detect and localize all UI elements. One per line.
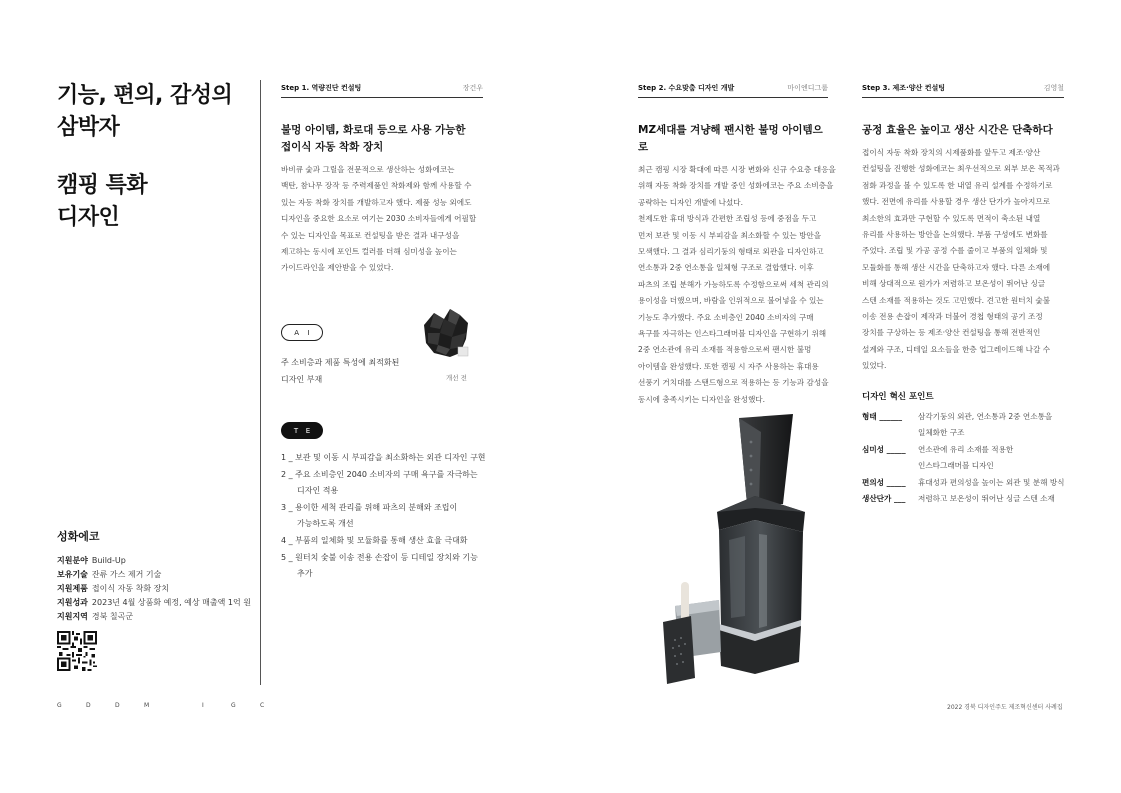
step1-body-line: 디자인을 중요한 요소로 여기는 2030 소비자들에게 어필할 bbox=[281, 214, 477, 224]
te-list-item: 4 _ 부품의 일체화 및 모듈화를 통해 생산 효율 극대화 bbox=[281, 535, 468, 545]
step3-consultant: 김영철 bbox=[1043, 84, 1064, 92]
step3-body-line: 이송 전용 손잡이 제작과 더불어 경첩 형태의 공기 조정 bbox=[862, 312, 1043, 322]
te-list-item: 1 _ 보관 및 이동 시 부피감을 최소화하는 외관 디자인 구현 bbox=[281, 453, 486, 462]
footer-letter: D bbox=[86, 702, 91, 709]
step2-body bbox=[638, 162, 836, 408]
step1-body-line: 제고하는 동시에 포인트 컬러를 더해 심미성을 높이는 bbox=[281, 247, 457, 257]
step1-body-line: 수 있는 디자인을 목표로 컨설팅을 받은 결과 내구성을 bbox=[281, 230, 460, 240]
te-pill: T E bbox=[281, 422, 323, 439]
design-point-key bbox=[862, 425, 918, 441]
step2-body-line: 최근 캠핑 시장 확대에 따른 시장 변화와 신규 수요층 대응을 bbox=[638, 165, 836, 174]
step3-body-line: 모듈화를 통해 생산 시간을 단축하고자 했다. 다른 소재에 bbox=[862, 262, 1051, 272]
charcoal-product-image bbox=[420, 303, 472, 363]
step1-column bbox=[281, 83, 483, 277]
company-info-row bbox=[57, 610, 257, 624]
ignition-device-image bbox=[655, 412, 815, 692]
company-info-row bbox=[57, 554, 257, 568]
step3-body-line: 비해 상대적으로 원가가 저렴하고 보온성이 뛰어난 싱글 bbox=[862, 279, 1046, 289]
step1-body-line: 바비큐 숯과 그릴을 전문적으로 생산하는 성화에코는 bbox=[281, 165, 455, 174]
company-info-key: 지원제품 bbox=[57, 584, 88, 593]
step1-body-line: 가이드라인을 제안받을 수 있었다. bbox=[281, 263, 394, 273]
step2-body-line: 2중 연소관에 유리 소재를 적용함으로써 팬시한 불멍 bbox=[638, 345, 812, 355]
design-point-key: 형태 ______ bbox=[862, 412, 903, 421]
design-point-row bbox=[862, 425, 1065, 441]
step1-body bbox=[281, 162, 483, 277]
step2-body-line: 아이템을 완성했다. 또한 캠핑 시 자주 사용하는 휴대용 bbox=[638, 361, 819, 371]
step2-body-line: 위해 자동 착화 장치를 개발 중인 성화에코는 주요 소비층을 bbox=[638, 181, 834, 191]
company-info-row bbox=[57, 582, 257, 596]
title-line-3: 캠핑 특화 bbox=[57, 173, 148, 198]
step2-body-line: 기능도 추가했다. 주요 소비층인 2040 소비자의 구매 bbox=[638, 312, 814, 322]
step3-body-line: 최소한의 효과만 구현할 수 있도록 면적이 축소된 내열 bbox=[862, 213, 1041, 223]
step3-body-line: 했다. 전면에 유리를 사용할 경우 생산 단가가 높아지므로 bbox=[862, 197, 1051, 207]
step3-body-line: 점화 과정을 볼 수 있도록 한 내열 유리 설계를 수정하기로 bbox=[862, 180, 1053, 190]
step1-label: Step 1. 역량진단 컨설팅 bbox=[281, 84, 362, 92]
design-point-value: 인스타그래머블 디자인 bbox=[918, 461, 994, 471]
step1-body-line: 백탄, 참나무 장작 등 주력제품인 착화제와 함께 사용할 수 bbox=[281, 181, 472, 191]
design-point-row bbox=[862, 491, 1065, 507]
title-line-2: 삼박자 bbox=[57, 115, 120, 140]
before-caption: 개선 전 bbox=[446, 374, 467, 382]
step3-body-line: 접이식 자동 착화 장치의 시제품화를 앞두고 제조·양산 bbox=[862, 148, 1041, 157]
qr-code-icon[interactable] bbox=[57, 631, 97, 671]
ai-text: 주 소비층과 제품 특성에 최적화된 디자인 부재 bbox=[281, 358, 400, 384]
footer-letters bbox=[57, 702, 289, 709]
step2-consultant: 마이엔디그룹 bbox=[787, 84, 828, 92]
step3-body-line: 주었다. 조립 및 가공 공정 수를 줄이고 부품의 일체화 및 bbox=[862, 246, 1048, 256]
footer-letter: M bbox=[144, 702, 150, 709]
company-info bbox=[57, 528, 257, 624]
te-list bbox=[281, 450, 486, 583]
step3-label: Step 3. 제조·양산 컨설팅 bbox=[862, 84, 945, 92]
step2-body-line: 선풍기 거치대를 스탠드형으로 적용하는 등 기능과 감성을 bbox=[638, 378, 829, 388]
company-info-value: 경북 칠곡군 bbox=[91, 612, 134, 621]
step3-body-line: 컨설팅을 진행한 성화에코는 최우선적으로 외부 보온 목적과 bbox=[862, 164, 1060, 174]
footer-letter: D bbox=[115, 702, 120, 709]
step2-body-line: 천제도한 휴대 방식과 간편한 조립성 등에 중점을 두고 bbox=[638, 214, 817, 224]
step3-title: 공정 효율은 높이고 생산 시간은 단축하다 bbox=[862, 124, 1053, 136]
step3-column bbox=[862, 83, 1064, 375]
design-point-row bbox=[862, 458, 1065, 474]
step2-title: MZ세대를 겨냥해 팬시한 불멍 아이템으로 bbox=[638, 124, 823, 153]
company-info-row bbox=[57, 596, 257, 610]
step3-body-line: 설계와 구조, 디테일 요소들을 한층 업그레이드해 나갈 수 bbox=[862, 344, 1051, 354]
step3-body-line: 장치를 구상하는 등 제조·양산 컨설팅을 통해 전반적인 bbox=[862, 328, 1041, 338]
step1-consultant: 장건우 bbox=[462, 84, 483, 92]
step2-header bbox=[638, 83, 828, 98]
company-info-value: 잔류 가스 제거 기술 bbox=[91, 570, 162, 579]
company-info-key: 지원성과 bbox=[57, 598, 88, 607]
design-point-row bbox=[862, 475, 1065, 491]
design-point-value: 휴대성과 편의성을 높이는 외관 및 분해 방식 bbox=[918, 477, 1065, 487]
footer-letter: G bbox=[231, 702, 236, 709]
design-points-title: 디자인 혁신 포인트 bbox=[862, 392, 934, 402]
step1-title: 불멍 아이템, 화로대 등으로 사용 가능한 접이식 자동 착화 장치 bbox=[281, 124, 466, 153]
design-point-value: 연소관에 유리 소재를 적용한 bbox=[918, 444, 1014, 454]
company-info-value: 2023년 4월 상품화 예정, 예상 매출액 1억 원 bbox=[91, 598, 251, 607]
footer-letter bbox=[173, 702, 202, 709]
design-point-value: 일체화한 구조 bbox=[918, 428, 965, 438]
footer-publication: 2022 경북 디자인주도 제조혁신센터 사례집 bbox=[947, 704, 1063, 711]
title-line-1: 기능, 편의, 감성의 bbox=[57, 83, 233, 108]
step3-body-line: 유리를 사용하는 방안을 논의했다. 부품 구성에도 변화를 bbox=[862, 230, 1048, 240]
design-point-key: 심미성 _____ bbox=[862, 444, 906, 454]
step3-header bbox=[862, 83, 1064, 98]
company-info-row bbox=[57, 568, 257, 582]
te-list-item: 3 _ 용이한 세척 관리를 위해 파츠의 분해와 조립이 bbox=[281, 502, 458, 512]
column-divider bbox=[260, 80, 261, 685]
te-list-item: 5 _ 원터치 숯불 이송 전용 손잡이 등 디테일 장치와 기능 bbox=[281, 552, 478, 562]
te-list-item: 2 _ 주요 소비층인 2040 소비자의 구매 욕구를 자극하는 bbox=[281, 469, 478, 479]
step2-body-line: 공략하는 디자인 개발에 나섰다. bbox=[638, 197, 744, 207]
step3-body-line: 스텐 소재를 적용하는 것도 고민했다. 견고한 원터치 숯불 bbox=[862, 295, 1051, 305]
company-info-key: 지원분야 bbox=[57, 556, 88, 565]
step3-body-line: 있었다. bbox=[862, 361, 887, 371]
footer-letter: I bbox=[202, 702, 204, 709]
design-point-value: 삼각기둥의 외관, 연소통과 2중 연소통을 bbox=[918, 412, 1053, 421]
footer-letter: C bbox=[260, 702, 265, 709]
te-list-item: 추가 bbox=[297, 569, 313, 579]
step2-body-line: 용이성을 더했으며, 바람을 인위적으로 불어넣을 수 있는 bbox=[638, 296, 824, 306]
company-name: 성화에코 bbox=[57, 530, 100, 543]
page-title bbox=[57, 80, 247, 234]
step2-body-line: 욕구를 자극하는 인스타그래머블 디자인을 구현하기 위해 bbox=[638, 329, 827, 339]
ai-pill: A I bbox=[281, 324, 323, 341]
step2-column bbox=[638, 83, 836, 408]
step1-body-line: 있는 자동 착화 장치를 개발하고자 했다. 제품 성능 외에도 bbox=[281, 197, 472, 207]
company-info-key: 지원지역 bbox=[57, 612, 88, 621]
te-list-item: 가능하도록 개선 bbox=[297, 519, 354, 529]
design-point-key: 생산단가 ___ bbox=[862, 494, 906, 504]
step2-body-line: 모색했다. 그 결과 심리기둥의 형태로 외관을 디자인하고 bbox=[638, 247, 824, 257]
design-point-key: 편의성 _____ bbox=[862, 477, 906, 487]
design-point-row bbox=[862, 442, 1065, 458]
step2-body-line: 파츠의 조립 분해가 가능하도록 수정함으로써 세척 관리의 bbox=[638, 279, 829, 289]
step2-body-line: 먼저 보관 및 이동 시 부피감을 최소화할 수 있는 방안을 bbox=[638, 230, 822, 240]
company-info-key: 보유기술 bbox=[57, 570, 88, 579]
design-points-list bbox=[862, 409, 1065, 507]
footer-letter: G bbox=[57, 702, 62, 709]
step2-body-line: 연소통과 2중 연소통을 일체형 구조로 결합했다. 이후 bbox=[638, 263, 814, 273]
company-info-value: Build-Up bbox=[91, 556, 126, 565]
title-line-4: 디자인 bbox=[57, 205, 120, 230]
step2-body-line: 동시에 충족시키는 디자인을 완성했다. bbox=[638, 394, 766, 404]
design-point-value: 저렴하고 보온성이 뛰어난 싱글 스텐 소재 bbox=[918, 494, 1055, 504]
step1-header bbox=[281, 83, 483, 98]
te-list-item: 디자인 적용 bbox=[297, 486, 339, 496]
design-point-key bbox=[862, 458, 918, 474]
step3-body bbox=[862, 145, 1064, 375]
step2-label: Step 2. 수요맞춤 디자인 개발 bbox=[638, 84, 735, 92]
company-info-value: 접이식 자동 착화 장치 bbox=[91, 584, 170, 593]
design-point-row bbox=[862, 409, 1065, 425]
